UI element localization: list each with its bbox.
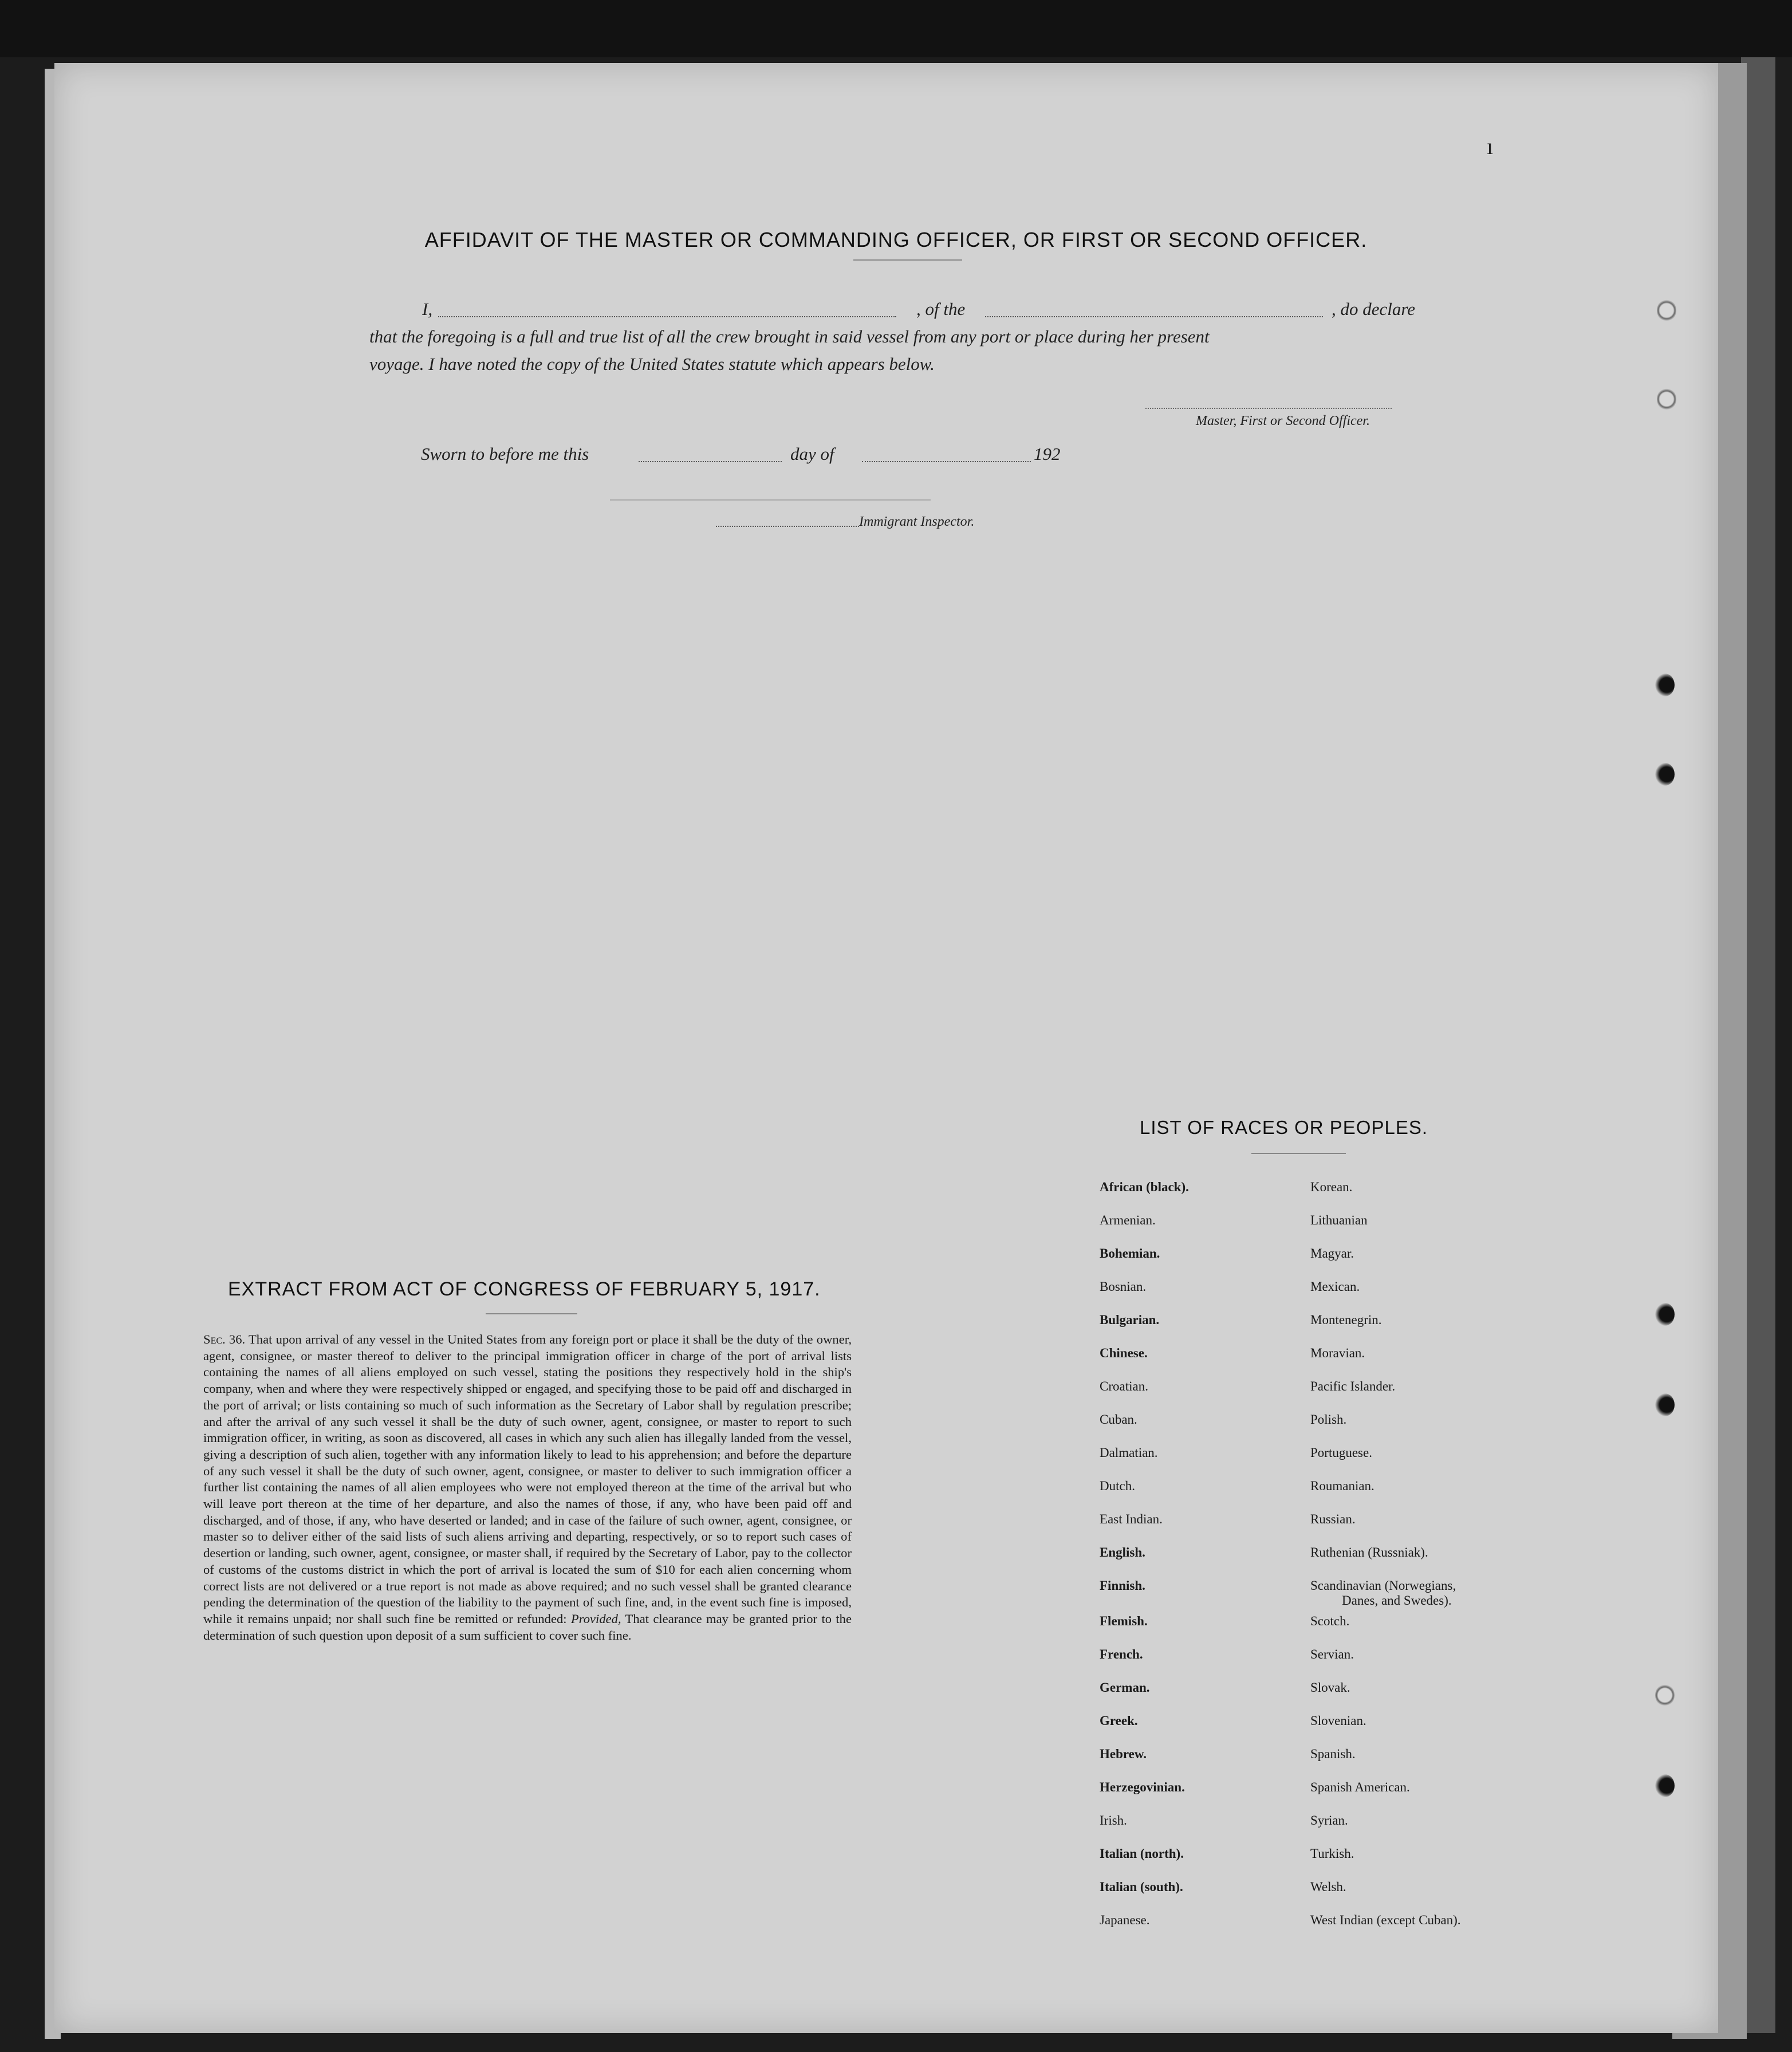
race-item: Ruthenian (Russniak). [1310, 1545, 1428, 1559]
race-item: Chinese. [1100, 1346, 1148, 1360]
do-declare-label: , do declare [1332, 299, 1416, 319]
punch-hole-icon [1655, 1774, 1675, 1797]
race-item: French. [1100, 1647, 1143, 1661]
race-item: Turkish. [1310, 1846, 1354, 1861]
race-item: West Indian (except Cuban). [1310, 1913, 1461, 1927]
sworn-day-field[interactable] [639, 461, 782, 462]
race-item: English. [1100, 1545, 1145, 1559]
race-item: Dalmatian. [1100, 1446, 1158, 1460]
punch-hole-icon [1655, 674, 1675, 696]
inspector-signature-line [610, 499, 931, 501]
race-item: Cuban. [1100, 1412, 1137, 1427]
extract-title-rule [486, 1313, 577, 1314]
title-rule [853, 259, 962, 261]
race-item: Mexican. [1310, 1279, 1360, 1294]
punch-hole-icon [1655, 1684, 1675, 1707]
race-item: Russian. [1310, 1512, 1356, 1526]
sworn-label: Sworn to before me this [421, 444, 589, 464]
statement-line-1: that the foregoing is a full and true list of all the crew brought in said vessel from any port or place during her present [369, 326, 1210, 346]
sworn-month-field[interactable] [862, 461, 1031, 462]
vessel-field[interactable] [985, 316, 1323, 317]
race-item: Danes, and Swedes). [1342, 1593, 1452, 1608]
race-item: Lithuanian [1310, 1213, 1368, 1227]
race-item: Spanish American. [1310, 1780, 1410, 1794]
section-label: Sec. 36. [203, 1332, 246, 1346]
race-item: Bohemian. [1100, 1246, 1160, 1261]
of-the-label: , of the [916, 299, 966, 319]
race-item: Servian. [1310, 1647, 1354, 1661]
day-of-label: day of [790, 444, 834, 464]
race-item: Bulgarian. [1100, 1313, 1160, 1327]
punch-hole-icon [1657, 388, 1676, 411]
statement-line-2: voyage. I have noted the copy of the United States statute which appears below. [369, 354, 935, 374]
provided-label: Provided, [570, 1611, 621, 1626]
extract-text: That upon arrival of any vessel in the United States from any foreign port or place it shall be the duty of the owner, agent, consignee, or master thereof to deliver to the principal immigration officer in charge of the port of arrival lists containing the names of all aliens employed on such vessel, stating the positions they respectively hold in the ship's company, when and where they were respectively shipped or engaged, and specifying those to be paid off and discharged in the port of arrival; or lists containing so much of such information as the Secretary of Labor shall by regulation prescribe; and after the arrival of any such vessel it shall be the duty of such owner, agent, consignee, or master to report to such immigration officer, in writing, as soon as discovered, all cases in which any such alien has illegally landed from the vessel, giving a description of such alien, together with any information likely to lead to his apprehension; and before the departure of any such vessel it shall be the duty of such owner, agent, consignee, or master to deliver to such immigration officer a further list containing the names of all alien employees who were not employed thereon at the time of the arrival but who will leave port thereon at the time of her departure, and also the names of those, if any, who have been paid off and discharged, and of those, if any, who have deserted or landed; and in case of the failure of such owner, agent, consignee, or master so to deliver either of the said lists of such aliens arriving and departing, respectively, or so to report such cases of desertion or landing, such owner, agent, consignee, or master shall, if required by the Secretary of Labor, pay to the collector of customs of the customs district in which the port of arrival is located the sum of $10 for each alien concerning whom correct lists are not delivered or a true report is not made as above required; and no such vessel shall be granted clearance pending the determination of the question of the liability to the payment of such fine, and, in the event such fine is imposed, while it remains unpaid; nor shall such fine be remitted or refunded: [203, 1332, 852, 1626]
race-item: Armenian. [1100, 1213, 1156, 1227]
race-item: Spanish. [1310, 1747, 1356, 1761]
race-item: Italian (south). [1100, 1880, 1183, 1894]
race-item: Irish. [1100, 1813, 1127, 1827]
race-item: Dutch. [1100, 1479, 1135, 1493]
race-item: Croatian. [1100, 1379, 1148, 1393]
extract-title: EXTRACT FROM ACT OF CONGRESS OF FEBRUARY 5, 1917. [228, 1278, 821, 1300]
affidavit-title: AFFIDAVIT OF THE MASTER OR COMMANDING OFFICER, OR FIRST OR SECOND OFFICER. [424, 228, 1368, 251]
race-item: East Indian. [1100, 1512, 1163, 1526]
race-item: African (black). [1100, 1180, 1189, 1194]
race-item: Welsh. [1310, 1880, 1346, 1894]
race-item: Portuguese. [1310, 1446, 1372, 1460]
i-label: I, [422, 299, 433, 319]
race-item: Japanese. [1100, 1913, 1150, 1927]
race-item: Roumanian. [1310, 1479, 1374, 1493]
race-item: Scandinavian (Norwegians, [1310, 1578, 1456, 1593]
race-item: Greek. [1100, 1714, 1138, 1728]
punch-hole-icon [1655, 1303, 1675, 1326]
race-item: Moravian. [1310, 1346, 1365, 1360]
punch-hole-icon [1655, 1393, 1675, 1416]
punch-hole-icon [1657, 299, 1676, 322]
punch-hole-icon [1655, 763, 1675, 786]
ink-mark: ı [1487, 133, 1494, 159]
races-title: LIST OF RACES OR PEOPLES. [1140, 1117, 1428, 1138]
race-item: Flemish. [1100, 1614, 1148, 1628]
master-signature-line [1145, 408, 1392, 409]
scanner-frame [0, 0, 1792, 57]
race-item: Slovenian. [1310, 1714, 1366, 1728]
race-item: Hebrew. [1100, 1747, 1147, 1761]
race-item: Slovak. [1310, 1680, 1350, 1695]
race-item: Magyar. [1310, 1246, 1354, 1261]
race-item: Herzegovinian. [1100, 1780, 1185, 1794]
extract-body [203, 1332, 852, 1644]
provided-text: That clearance may be granted prior to the determination of such question upon deposit of a sum sufficient to cover such fine. [203, 1611, 852, 1643]
race-item: Finnish. [1100, 1578, 1145, 1593]
race-item: Syrian. [1310, 1813, 1348, 1827]
inspector-name-field[interactable] [716, 526, 859, 527]
year-label: 192 [1034, 444, 1061, 464]
race-item: Pacific Islander. [1310, 1379, 1396, 1393]
races-title-rule [1251, 1153, 1346, 1154]
race-item: Italian (north). [1100, 1846, 1184, 1861]
race-item: Montenegrin. [1310, 1313, 1382, 1327]
race-item: Bosnian. [1100, 1279, 1147, 1294]
race-item: Polish. [1310, 1412, 1347, 1427]
race-item: Korean. [1310, 1180, 1353, 1194]
race-item: German. [1100, 1680, 1150, 1695]
master-signature-label: Master, First or Second Officer. [1196, 413, 1370, 428]
race-item: Scotch. [1310, 1614, 1350, 1628]
inspector-label: Immigrant Inspector. [859, 514, 975, 529]
name-field[interactable] [438, 316, 896, 317]
